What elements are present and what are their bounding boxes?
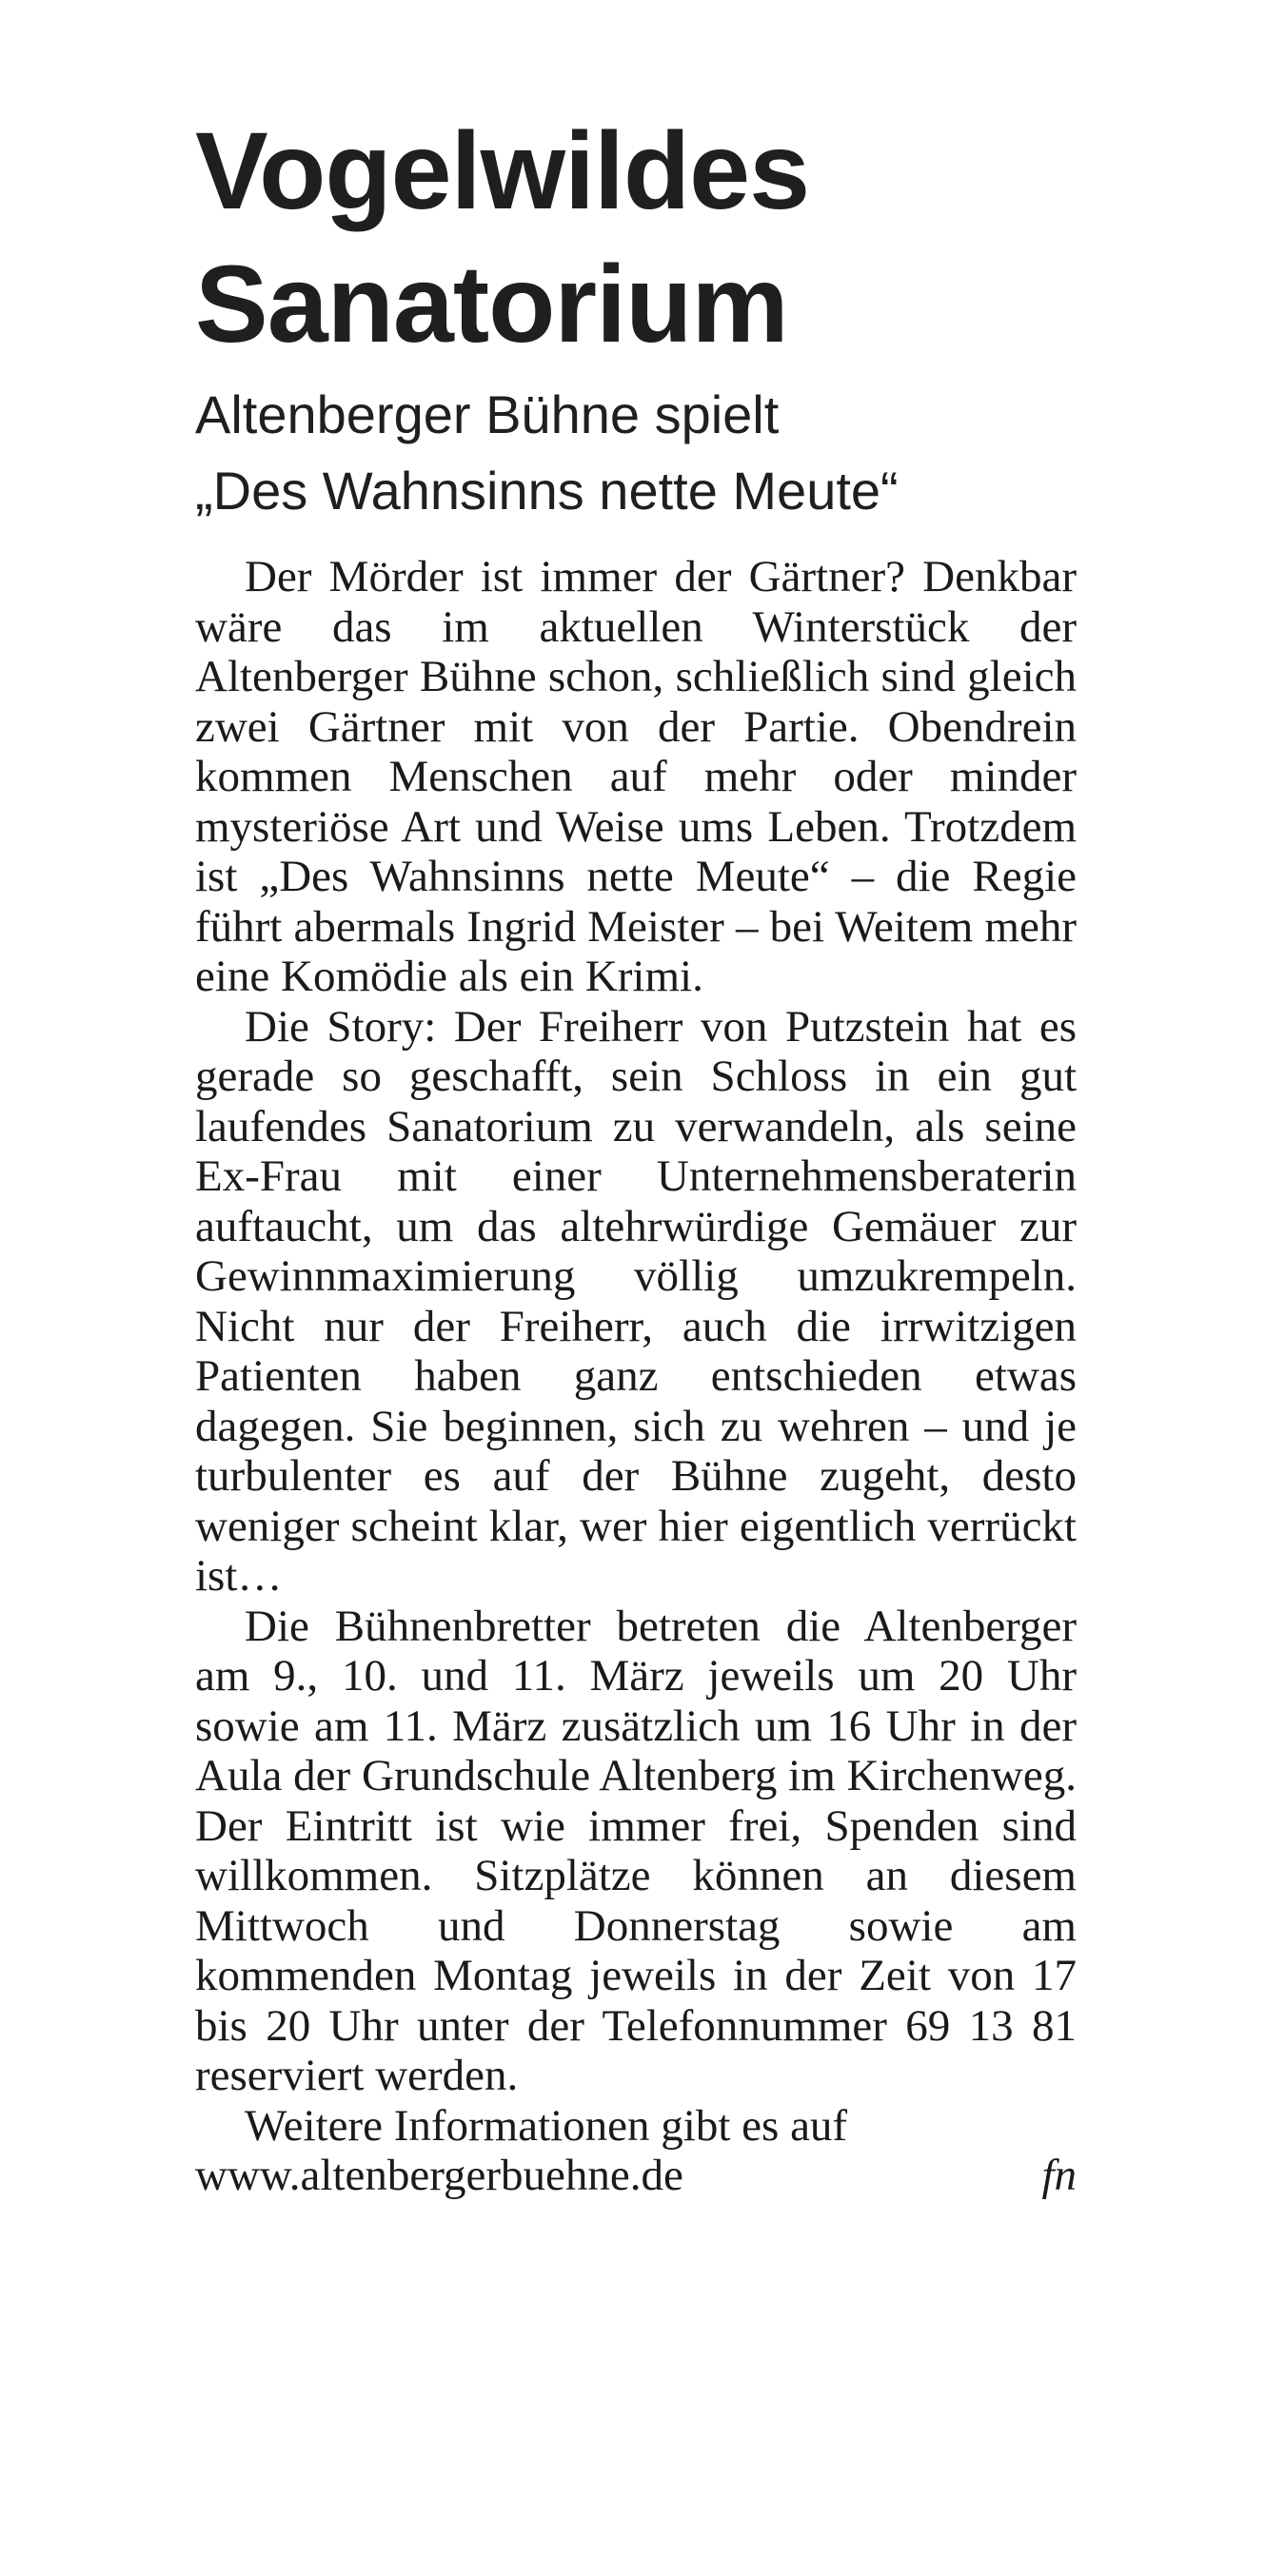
paragraph-story: Die Story: Der Freiherr von Putzstein hat es gerade so geschafft, sein Schloss in ein gut laufendes Sanatorium zu verwandeln, als seine Ex-Frau mit einer Unternehmensberaterin auftaucht, um das altehrwürdige Gemäuer zur Gewinnmaximierung völlig umzukrempeln. Nicht nur der Freiherr, auch die irrwitzigen Patienten haben ganz entschieden etwas dagegen. Sie beginnen, sich zu wehren – und je turbulenter es auf der Bühne zugeht, desto weniger scheint klar, wer hier eigentlich verrückt ist… — [195, 1001, 1077, 1601]
headline — [195, 105, 1077, 371]
article-body — [195, 552, 1077, 2201]
headline-line-1: Vogelwildes — [195, 110, 810, 232]
paragraph-intro: Der Mörder ist immer der Gärtner? Denkbar wäre das im aktuellen Winterstück der Altenberger Bühne schon, schließlich sind gleich zwei Gärtner mit von der Partie. Obendrein kommen Menschen auf mehr oder minder mysteriöse Art und Weise ums Leben. Trotzdem ist „Des Wahnsinns nette Meute“ – die Regie führt abermals Ingrid Meister – bei Weitem mehr eine Komödie als ein Krimi. — [195, 552, 1077, 1001]
website-link[interactable]: www.altenbergerbuehne.de — [195, 2151, 683, 2200]
subheadline — [195, 377, 1077, 529]
closing-line — [195, 2151, 1077, 2201]
paragraph-dates: Die Bühnenbretter betreten die Altenberger am 9., 10. und 11. März jeweils um 20 Uhr sowie am 11. März zusätzlich um 16 Uhr in der Aula der Grundschule Altenberg im Kirchenweg. Der Eintritt ist wie immer frei, Spenden sind willkommen. Sitzplätze können an diesem Mittwoch und Donnerstag sowie am kommenden Montag jeweils in der Zeit von 17 bis 20 Uhr unter der Telefonnummer 69 13 81 reserviert werden. — [195, 1601, 1077, 2100]
author-initials: fn — [1041, 2151, 1077, 2200]
headline-line-2: Sanatorium — [195, 244, 788, 365]
subheadline-line-1: Altenberger Bühne spielt — [195, 384, 780, 444]
article — [195, 105, 1077, 2201]
paragraph-more-info: Weitere Informationen gibt es auf — [245, 2100, 848, 2151]
subheadline-line-2: „Des Wahnsinns nette Meute“ — [195, 461, 899, 521]
